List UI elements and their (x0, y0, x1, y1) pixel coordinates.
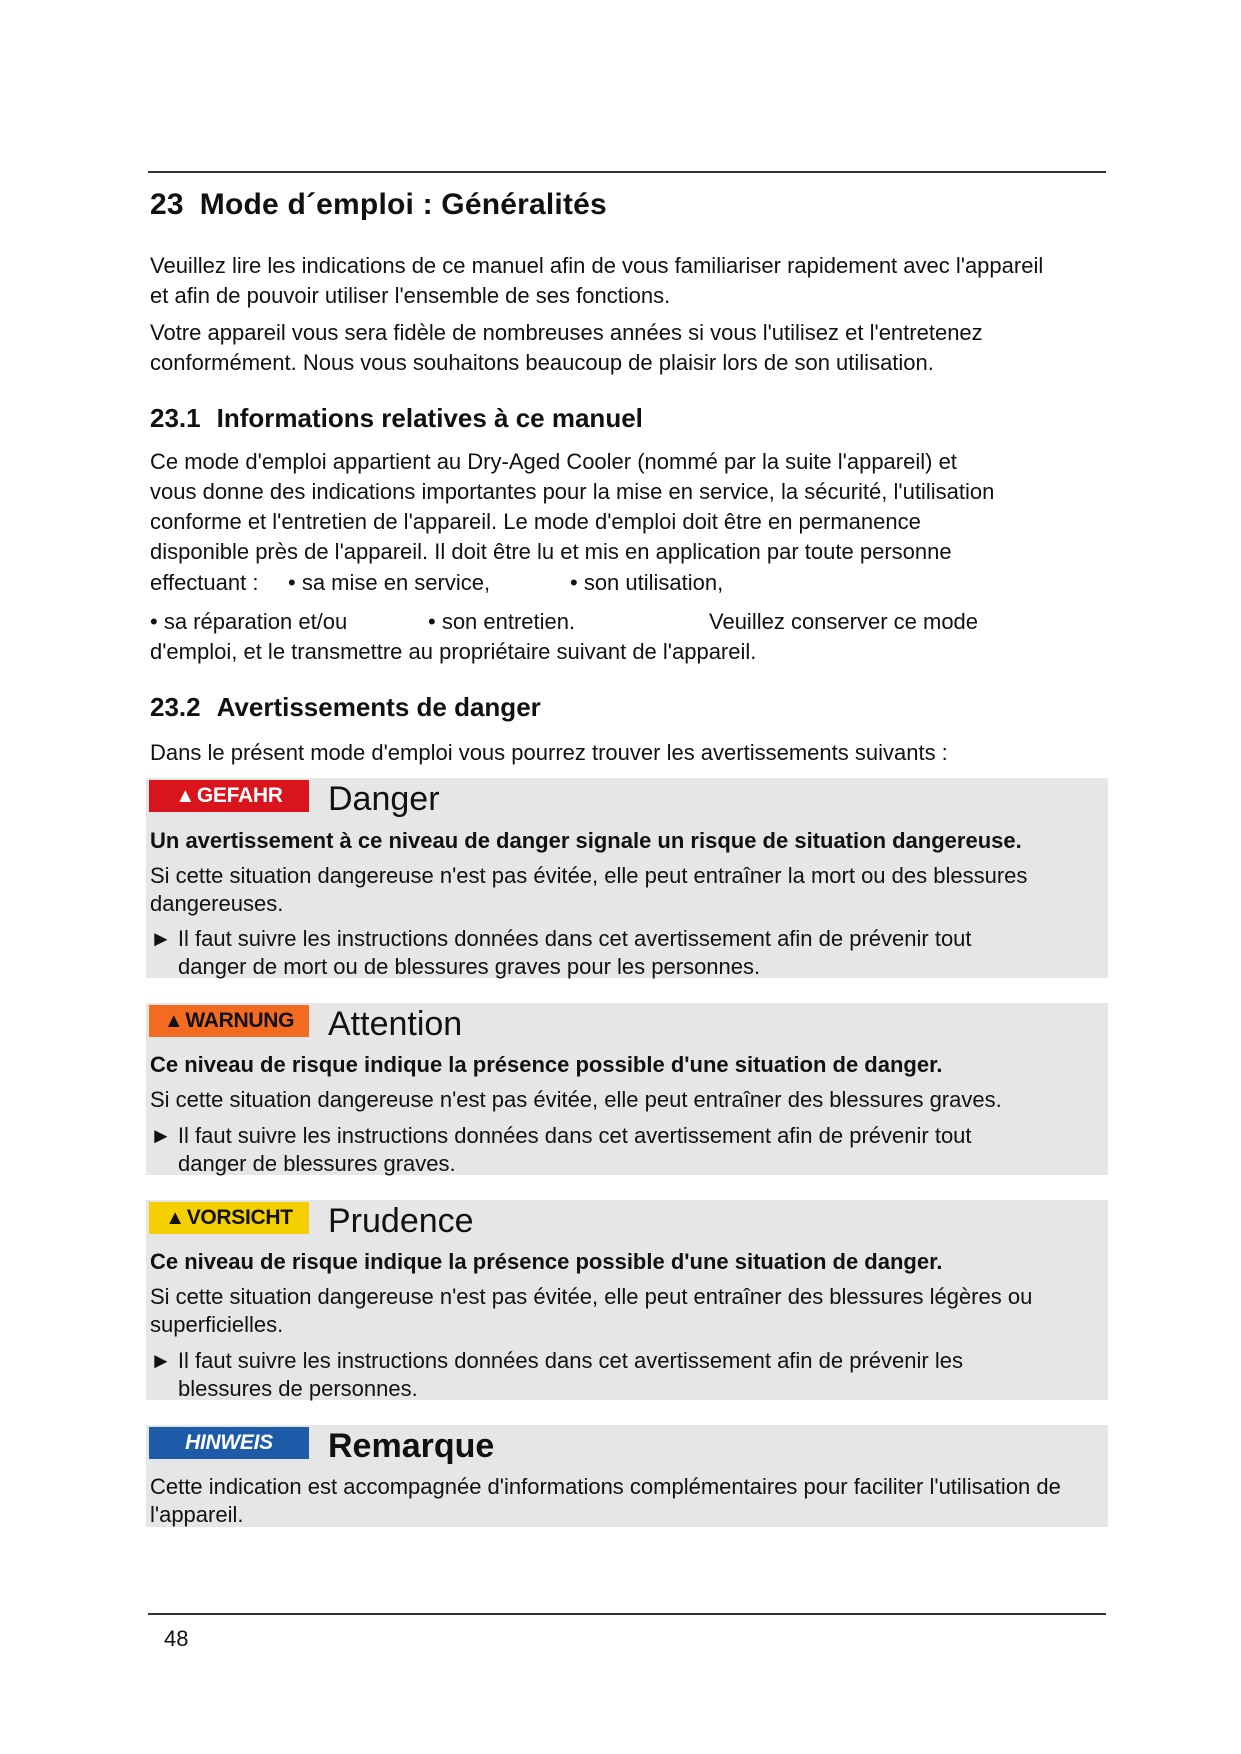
warning-heading-danger: Danger (328, 780, 440, 818)
manual-info-line-3: conforme et l'entretien de l'appareil. Le mode d'emploi doit être en permanence (150, 509, 921, 534)
effectuant-label: effectuant : (150, 570, 259, 595)
badge-gefahr: ▲ GEFAHR (149, 780, 309, 812)
manual-info-line-4: disponible près de l'appareil. Il doit être lu et mis en application par toute personne (150, 539, 952, 564)
warning-text-danger: Si cette situation dangereuse n'est pas évitée, elle peut entraîner la mort ou des blessures dangereuses. (150, 863, 1028, 916)
page-number: 48 (164, 1626, 189, 1651)
warning-heading-remarque: Remarque (328, 1427, 495, 1465)
badge-vorsicht: ▲ VORSICHT (149, 1202, 309, 1234)
keep-manual-line-a: Veuillez conserver ce mode (709, 609, 979, 634)
subsection-title-23-2: 23.2 Avertissements de danger (150, 692, 541, 722)
header-rule (148, 171, 1106, 173)
bullet-utilisation: • son utilisation, (570, 570, 724, 595)
warning-bold-danger: Un avertissement à ce niveau de danger signale un risque de situation dangereuse. (150, 828, 1022, 853)
warning-action-attention: ► Il faut suivre les instructions données dans cet avertissement afin de prévenir tout danger de blessures graves. (150, 1123, 972, 1176)
warning-bold-prudence: Ce niveau de risque indique la présence possible d'une situation de danger. (150, 1249, 943, 1274)
manual-info-line-2: vous donne des indications importantes pour la mise en service, la sécurité, l'utilisation (150, 479, 995, 504)
warning-action-danger: ► Il faut suivre les instructions données dans cet avertissement afin de prévenir tout danger de mort ou de blessures graves pour les personnes. (150, 926, 972, 979)
warning-text-attention: Si cette situation dangereuse n'est pas évitée, elle peut entraîner des blessures graves. (150, 1087, 1002, 1112)
manual-info-line-1: Ce mode d'emploi appartient au Dry-Aged Cooler (nommé par la suite l'appareil) et (150, 449, 957, 474)
warning-triangle-icon: ▲ (175, 784, 195, 807)
warning-bold-attention: Ce niveau de risque indique la présence possible d'une situation de danger. (150, 1052, 943, 1077)
warning-heading-attention: Attention (328, 1005, 463, 1043)
warning-triangle-icon: ▲ (163, 1009, 184, 1032)
bullet-mise-en-service: • sa mise en service, (288, 570, 491, 595)
badge-hinweis: HINWEIS (149, 1427, 309, 1459)
bullet-entretien: • son entretien. (428, 609, 576, 634)
section-title: 23 Mode d´emploi : Généralités (150, 188, 607, 221)
warning-text-prudence: Si cette situation dangereuse n'est pas évitée, elle peut entraîner des blessures légères ou superficielles. (150, 1284, 1033, 1337)
intro-paragraph-1: Veuillez lire les indications de ce manuel afin de vous familiariser rapidement avec l'appareil et afin de pouvoir utiliser l'ensemble de ses fonctions. (150, 253, 1044, 308)
keep-manual-line-b: d'emploi, et le transmettre au propriétaire suivant de l'appareil. (150, 639, 757, 664)
warning-text-remarque: Cette indication est accompagnée d'informations complémentaires pour faciliter l'utilisation de l'appareil. (150, 1474, 1061, 1527)
warnings-intro: Dans le présent mode d'emploi vous pourrez trouver les avertissements suivants : (150, 740, 948, 765)
badge-warnung: ▲ WARNUNG (149, 1005, 309, 1037)
warning-triangle-icon: ▲ (165, 1206, 185, 1229)
subsection-title-23-1: 23.1 Informations relatives à ce manuel (150, 403, 643, 433)
bullet-reparation: • sa réparation et/ou (150, 609, 348, 634)
warning-action-prudence: ► Il faut suivre les instructions données dans cet avertissement afin de prévenir les blessures de personnes. (150, 1348, 963, 1401)
footer-rule (148, 1613, 1106, 1615)
warning-heading-prudence: Prudence (328, 1202, 474, 1240)
intro-paragraph-2: Votre appareil vous sera fidèle de nombreuses années si vous l'utilisez et l'entretenez conformément. Nous vous souhaitons beaucoup de plaisir lors de son utilisation. (150, 320, 983, 375)
